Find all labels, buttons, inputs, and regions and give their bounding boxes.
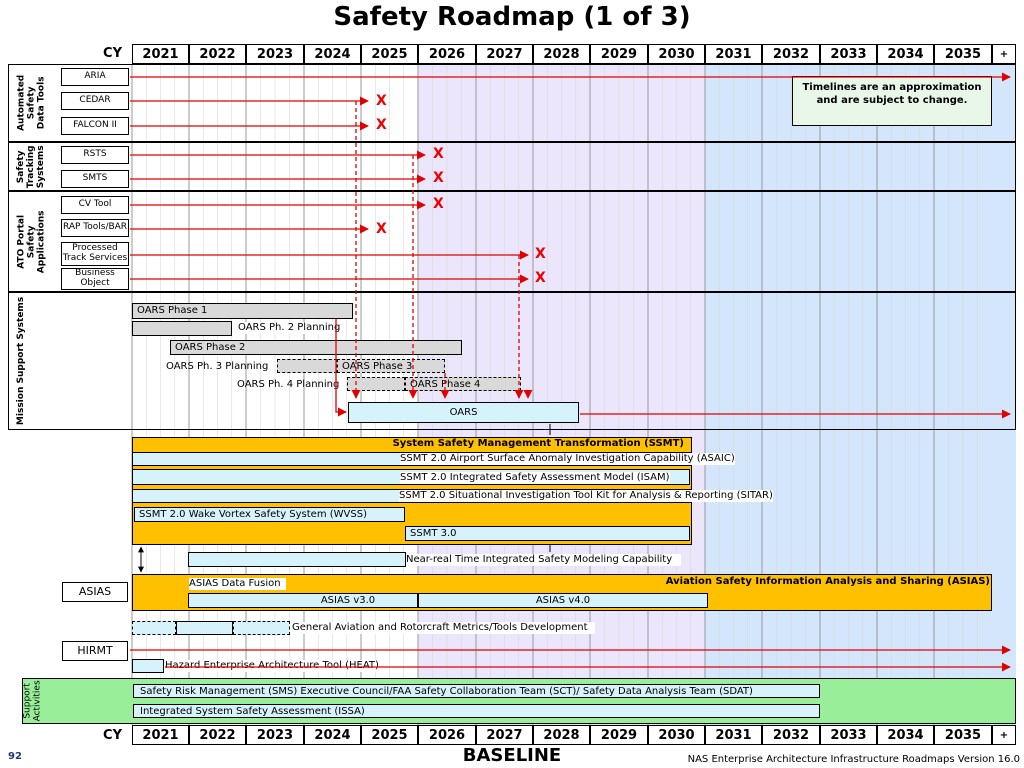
oars-phase1-bar: OARS Phase 1 <box>132 303 353 319</box>
category-automated: Automated Safety Data Tools <box>16 74 46 132</box>
top-year-2026: 2026 <box>418 44 476 64</box>
category-ato: ATO Portal Safety Applications <box>16 210 46 273</box>
top-year-2035: 2035 <box>934 44 992 64</box>
bottom-year-2022: 2022 <box>189 725 246 745</box>
ssmt-wvss-bar: SSMT 2.0 Wake Vortex Safety System (WVSS) <box>134 507 405 522</box>
ssmt-asaic-label: SSMT 2.0 Airport Surface Anomaly Investigation Capability (ASAIC) <box>400 453 735 464</box>
bottom-year-2021: 2021 <box>132 725 189 745</box>
section-tracking <box>8 142 1016 191</box>
oars-ph4-planning-label: OARS Ph. 4 Planning <box>237 379 340 390</box>
bottom-year-2031: 2031 <box>705 725 762 745</box>
asias-header: Aviation Safety Information Analysis and Sharing (ASIAS) <box>665 576 990 587</box>
top-year-2031: 2031 <box>705 44 762 64</box>
top-year-2024: 2024 <box>304 44 361 64</box>
top-year-2023: 2023 <box>246 44 304 64</box>
top-year-2028: 2028 <box>533 44 590 64</box>
system-falcon: FALCON II <box>61 117 129 135</box>
bottom-year-2035: 2035 <box>934 725 992 745</box>
near-real-time-bar <box>188 552 406 567</box>
baseline-label: BASELINE <box>462 745 562 766</box>
category-mission: Mission Support Systems <box>16 296 27 426</box>
x-mark-rap: X <box>376 221 387 237</box>
near-real-time-label: Near-real Time Integrated Safety Modeling Capability <box>406 554 681 566</box>
support-sms-bar: Safety Risk Management (SMS) Executive Council/FAA Safety Collaboration Team (SCT)/ Safety Data Analysis Team (SDAT) <box>133 684 820 698</box>
asias-data-fusion-label: ASIAS Data Fusion <box>189 578 286 590</box>
bottom-year-2023: 2023 <box>246 725 304 745</box>
bottom-year-2032: 2032 <box>762 725 820 745</box>
oars-phase4-bar: OARS Phase 4 <box>405 377 521 391</box>
cy-label-bottom: CY <box>103 728 122 743</box>
ga-metrics-bar-3 <box>233 621 290 635</box>
category-tracking: Safety Tracking Systems <box>16 145 46 188</box>
bottom-year-plus: + <box>992 725 1016 745</box>
system-rsts: RSTS <box>61 146 129 164</box>
oars-phase3-bar: OARS Phase 3 <box>337 359 445 373</box>
asias-v3-label: ASIAS v3.0 <box>320 595 376 606</box>
system-cedar: CEDAR <box>61 92 129 110</box>
support-issa-bar: Integrated System Safety Assessment (ISSA) <box>133 704 820 718</box>
bottom-year-2027: 2027 <box>476 725 533 745</box>
ga-metrics-bar-1 <box>132 621 176 635</box>
system-smts: SMTS <box>61 170 129 188</box>
oars-ph4-planning-bar <box>347 377 405 391</box>
bottom-year-2030: 2030 <box>648 725 705 745</box>
ssmt-isam-label: SSMT 2.0 Integrated Safety Assessment Model (ISAM) <box>400 472 670 483</box>
system-business-object: Business Object <box>61 268 129 290</box>
top-year-2033: 2033 <box>820 44 877 64</box>
top-year-plus: + <box>992 44 1016 64</box>
system-asias: ASIAS <box>62 582 128 602</box>
top-year-2030: 2030 <box>648 44 705 64</box>
x-mark-rsts: X <box>433 146 444 162</box>
ga-metrics-bar-2 <box>176 621 233 635</box>
ga-metrics-label: General Aviation and Rotorcraft Metrics/Tools Development <box>292 622 595 634</box>
top-year-2025: 2025 <box>361 44 418 64</box>
top-year-2032: 2032 <box>762 44 820 64</box>
ssmt-header: System Safety Management Transformation (SSMT) <box>392 438 684 449</box>
top-year-2022: 2022 <box>189 44 246 64</box>
asias-v4-bar: ASIAS v4.0 <box>418 593 708 608</box>
x-mark-smts: X <box>433 170 444 186</box>
oars-ph2-planning-bar <box>132 321 232 336</box>
ssmt-sitar-label: SSMT 2.0 Situational Investigation Tool Kit for Analysis & Reporting (SITAR) <box>399 490 773 501</box>
x-mark-processed: X <box>535 246 546 262</box>
system-cv-tool: CV Tool <box>61 196 129 214</box>
bottom-year-2025: 2025 <box>361 725 418 745</box>
top-year-2021: 2021 <box>132 44 189 64</box>
system-hirmt: HIRMT <box>62 641 128 661</box>
oars-bar: OARS <box>348 402 579 423</box>
section-ato <box>8 191 1016 292</box>
bottom-year-2029: 2029 <box>590 725 648 745</box>
bottom-year-2028: 2028 <box>533 725 590 745</box>
x-mark-cv-tool: X <box>433 196 444 212</box>
asias-v3-bar <box>188 593 418 608</box>
category-support: Support Activities <box>23 680 44 722</box>
system-processed-track: Processed Track Services <box>61 242 129 266</box>
heat-bar <box>132 659 164 673</box>
oars-phase2-bar: OARS Phase 2 <box>170 340 462 355</box>
version-label: NAS Enterprise Architecture Infrastructure Roadmaps Version 16.0 <box>687 754 1020 765</box>
oars-ph2-planning-label: OARS Ph. 2 Planning <box>238 322 343 334</box>
oars-ph3-planning-label: OARS Ph. 3 Planning <box>166 361 269 372</box>
ssmt3-bar: SSMT 3.0 <box>405 526 690 541</box>
top-year-2027: 2027 <box>476 44 533 64</box>
system-aria: ARIA <box>61 68 129 86</box>
top-year-2029: 2029 <box>590 44 648 64</box>
timeline-note: Timelines are an approximation and are subject to change. <box>792 76 992 126</box>
bottom-year-2033: 2033 <box>820 725 877 745</box>
system-rap-tools: RAP Tools/BAR <box>61 219 129 237</box>
x-mark-business: X <box>535 270 546 286</box>
oars-ph3-planning-bar <box>277 359 337 373</box>
x-mark-falcon: X <box>376 117 387 133</box>
page-title: Safety Roadmap (1 of 3) <box>333 2 691 32</box>
bottom-year-2034: 2034 <box>877 725 934 745</box>
heat-label: Hazard Enterprise Architecture Tool (HEAT) <box>165 660 385 672</box>
bottom-year-2024: 2024 <box>304 725 361 745</box>
top-year-2034: 2034 <box>877 44 934 64</box>
page-number: 92 <box>8 751 22 762</box>
bottom-year-2026: 2026 <box>418 725 476 745</box>
cy-label-top: CY <box>103 46 122 61</box>
x-mark-cedar: X <box>376 93 387 109</box>
